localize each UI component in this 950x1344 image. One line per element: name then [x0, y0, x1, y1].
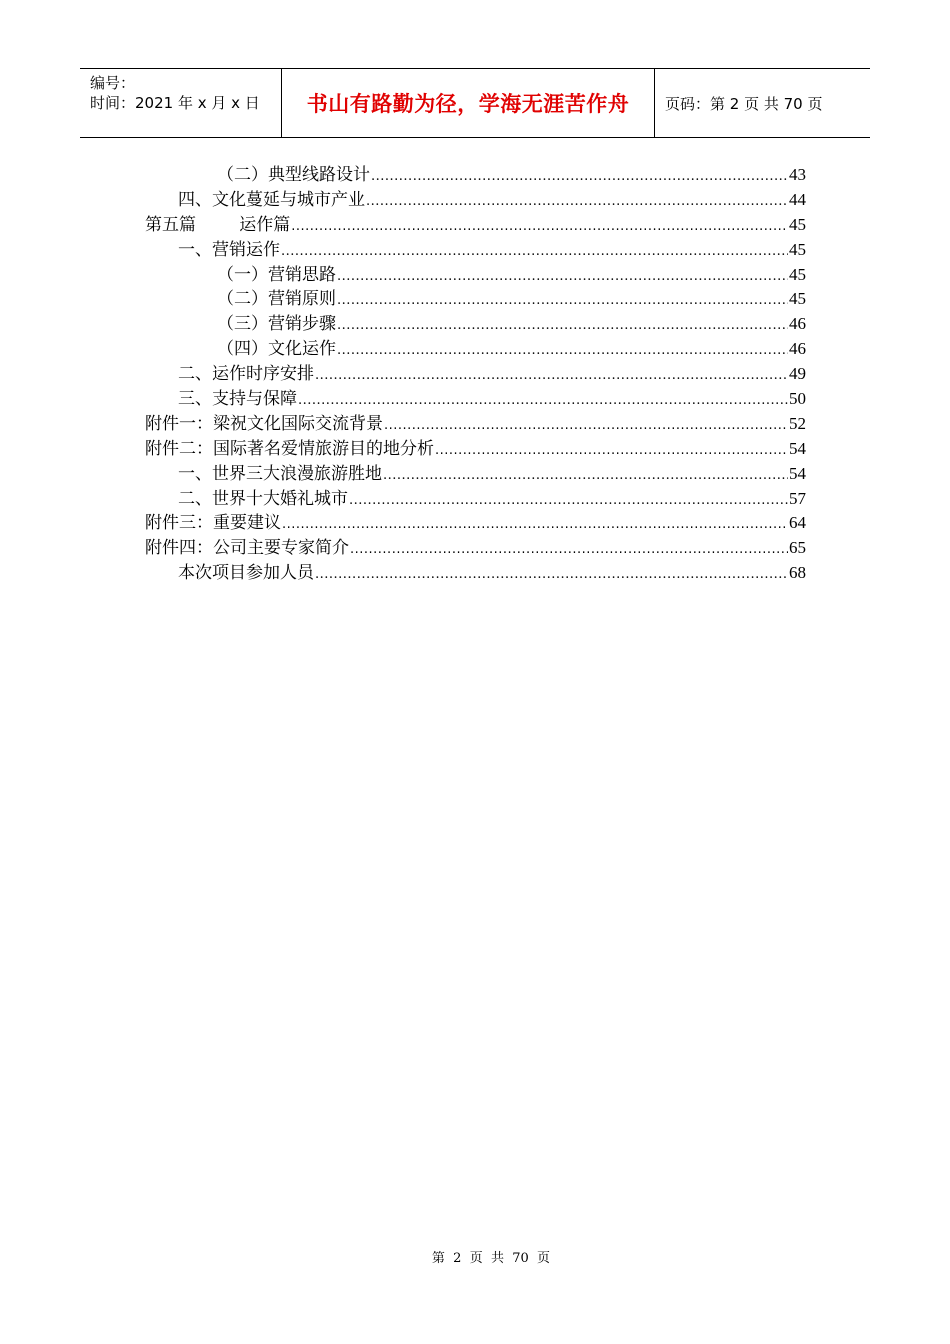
- toc-entry-title: （四）文化运作: [217, 339, 336, 360]
- toc-entry-page: 45: [789, 214, 806, 234]
- toc-dot-leader: [282, 517, 788, 532]
- toc-entry-title: 一、营销运作: [178, 239, 280, 260]
- toc-entry-title: 附件四：公司主要专家简介: [145, 538, 349, 559]
- toc-entry-title: 二、世界十大婚礼城市: [178, 488, 348, 509]
- toc-entry-title: （一）营销思路: [217, 264, 336, 285]
- toc-dot-leader: [337, 343, 788, 358]
- toc-entry[interactable]: [145, 508, 806, 533]
- toc-dot-leader: [315, 368, 788, 383]
- toc-entry-title: （二）营销原则: [217, 289, 336, 310]
- toc-entry-page: 45: [789, 239, 806, 259]
- toc-entry-page: 49: [789, 364, 806, 384]
- toc-dot-leader: [337, 318, 788, 333]
- toc-entry[interactable]: [145, 384, 806, 409]
- toc-dot-leader: [435, 443, 788, 458]
- toc-entry-page: 52: [789, 413, 806, 433]
- toc-dot-leader: [281, 244, 788, 259]
- toc-dot-leader: [337, 269, 788, 284]
- toc-entry[interactable]: [145, 533, 806, 558]
- toc-entry-page: 43: [789, 165, 806, 184]
- toc-entry-page: 64: [789, 513, 806, 533]
- toc-entry-title: 第五篇 运作篇: [145, 214, 291, 235]
- toc-dot-leader: [366, 194, 788, 209]
- toc-entry[interactable]: [145, 459, 806, 484]
- toc-entry-title: 二、运作时序安排: [178, 364, 314, 385]
- toc-dot-leader: [337, 293, 788, 308]
- toc-entry-title: 三、支持与保障: [178, 389, 297, 410]
- toc-entry-title: 一、世界三大浪漫旅游胜地: [178, 463, 382, 484]
- toc-entry-title: 四、文化蔓延与城市产业: [178, 189, 365, 210]
- toc-entry[interactable]: [145, 434, 806, 459]
- toc-dot-leader: [291, 219, 788, 234]
- toc-entry-page: 65: [789, 538, 806, 558]
- toc-entry[interactable]: [145, 409, 806, 434]
- toc-dot-leader: [384, 418, 788, 433]
- document-date-label: 时间：2021 年 x 月 x 日: [90, 94, 260, 112]
- toc-entry-page: 54: [789, 438, 806, 458]
- header-meta: [80, 69, 282, 137]
- toc-entry-title: 附件二：国际著名爱情旅游目的地分析: [145, 438, 434, 459]
- toc-dot-leader: [298, 393, 788, 408]
- toc-entry-page: 46: [789, 339, 806, 359]
- toc-entry-page: 44: [789, 189, 806, 209]
- page-footer: [0, 1247, 950, 1266]
- toc-dot-leader: [383, 468, 788, 483]
- toc-entry[interactable]: [145, 309, 806, 334]
- toc-entry-page: 68: [789, 563, 806, 583]
- toc-entry[interactable]: [145, 558, 806, 583]
- toc-dot-leader: [350, 542, 788, 557]
- toc-entry[interactable]: [145, 334, 806, 359]
- toc-entry[interactable]: [145, 484, 806, 509]
- toc-dot-leader: [349, 493, 788, 508]
- toc-entry-title: （三）营销步骤: [217, 314, 336, 335]
- toc-entry-title: （二）典型线路设计: [217, 165, 370, 185]
- toc-entry-page: 46: [789, 314, 806, 334]
- toc-entry-page: 45: [789, 264, 806, 284]
- toc-entry-page: 50: [789, 389, 806, 409]
- header-page-info: 页码：第 2 页 共 70 页: [665, 94, 823, 113]
- header-motto: 书山有路勤为径，学海无涯苦作舟: [282, 69, 655, 137]
- document-number-label: 编号：: [90, 74, 136, 92]
- toc-entry-title: 附件三：重要建议: [145, 513, 281, 534]
- toc-dot-leader: [315, 567, 788, 582]
- footer-page-number: 第 2 页 共 70 页: [431, 1251, 551, 1266]
- toc-entry[interactable]: [145, 235, 806, 260]
- toc-entry[interactable]: [145, 260, 806, 285]
- toc-entry[interactable]: [145, 210, 806, 235]
- toc-entry[interactable]: [145, 160, 806, 185]
- page-header: [80, 68, 870, 138]
- toc-entry-page: 45: [789, 289, 806, 309]
- toc-entry[interactable]: [145, 185, 806, 210]
- table-of-contents: [145, 160, 806, 583]
- toc-dot-leader: [371, 169, 788, 184]
- toc-entry[interactable]: [145, 359, 806, 384]
- toc-entry-title: 本次项目参加人员: [178, 563, 314, 584]
- toc-entry[interactable]: [145, 284, 806, 309]
- toc-entry-page: 54: [789, 463, 806, 483]
- toc-entry-page: 57: [789, 488, 806, 508]
- toc-entry-title: 附件一：梁祝文化国际交流背景: [145, 413, 383, 434]
